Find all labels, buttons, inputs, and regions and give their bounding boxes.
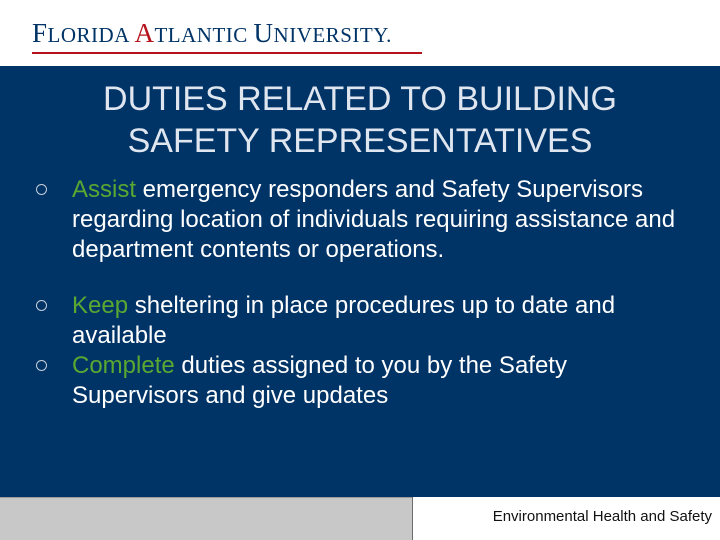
slide-body bbox=[0, 66, 720, 497]
logo-word-florida: LORIDA bbox=[47, 23, 135, 47]
fau-logo bbox=[32, 18, 392, 49]
bullet-item-complete bbox=[36, 351, 696, 411]
footer bbox=[0, 497, 720, 540]
bullet-keyword: Complete bbox=[72, 352, 175, 379]
footer-department-label: Environmental Health and Safety bbox=[492, 508, 712, 525]
bullet-keyword: Assist bbox=[72, 176, 137, 203]
bullet-text: sheltering in place procedures up to date and available bbox=[72, 292, 616, 349]
logo-letter-f: F bbox=[32, 18, 48, 48]
footer-left-panel bbox=[0, 497, 412, 540]
footer-divider-line bbox=[0, 497, 412, 498]
title-line-1: DUTIES RELATED TO BUILDING bbox=[103, 80, 617, 118]
logo-word-university: NIVERSITY bbox=[273, 23, 387, 47]
logo-mark: . bbox=[386, 23, 392, 47]
logo-letter-a: A bbox=[134, 18, 155, 48]
bullet-text: duties assigned to you by the Safety Supervisors and give updates bbox=[72, 352, 567, 409]
bullet-list bbox=[36, 175, 696, 411]
bullet-item-assist bbox=[36, 175, 696, 265]
bullet-circle-icon bbox=[36, 360, 47, 371]
bullet-keyword: Keep bbox=[72, 292, 129, 319]
logo-word-atlantic: TLANTIC bbox=[154, 23, 254, 47]
header bbox=[0, 0, 720, 66]
logo-letter-u: U bbox=[253, 18, 274, 48]
logo-underline bbox=[32, 52, 422, 54]
bullet-circle-icon bbox=[36, 184, 47, 195]
title-line-2: SAFETY REPRESENTATIVES bbox=[127, 122, 593, 160]
bullet-text: emergency responders and Safety Supervisors regarding location of individuals requiring assistance and department contents or operations. bbox=[72, 176, 676, 263]
bullet-circle-icon bbox=[36, 300, 47, 311]
footer-separator bbox=[412, 497, 413, 540]
bullet-item-keep bbox=[36, 291, 696, 351]
slide-title bbox=[40, 78, 680, 162]
footer-right-panel bbox=[412, 497, 720, 540]
